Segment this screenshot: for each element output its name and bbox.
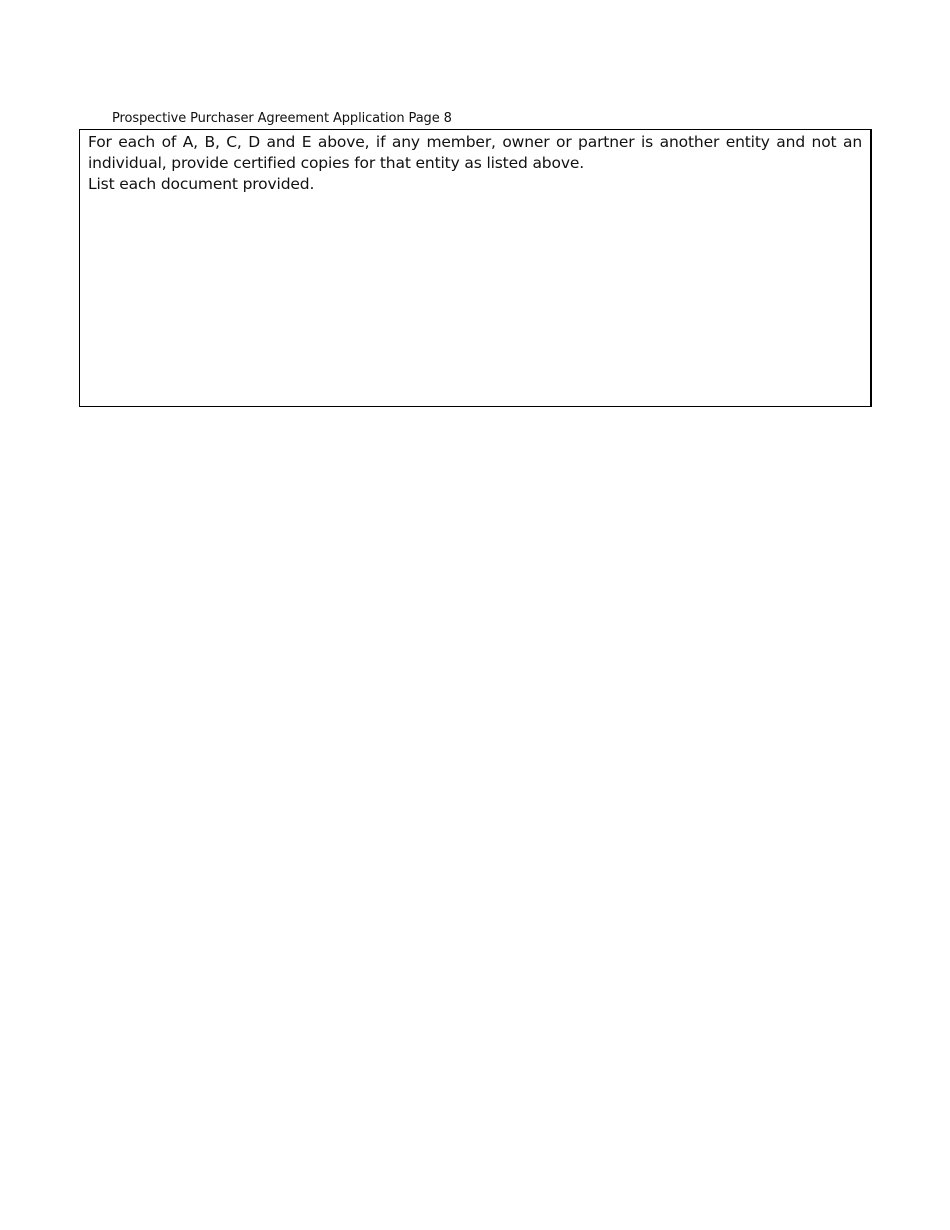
entity-instructions: For each of A, B, C, D and E above, if any member, owner or partner is another entity and not an individual, provide certified copies for that entity as listed above. (88, 133, 862, 172)
page-header: Prospective Purchaser Agreement Application Page 8 (112, 111, 452, 126)
documents-provided-field[interactable] (88, 200, 862, 400)
documents-section-box (79, 129, 872, 407)
list-documents-prompt: List each document provided. (88, 175, 315, 193)
